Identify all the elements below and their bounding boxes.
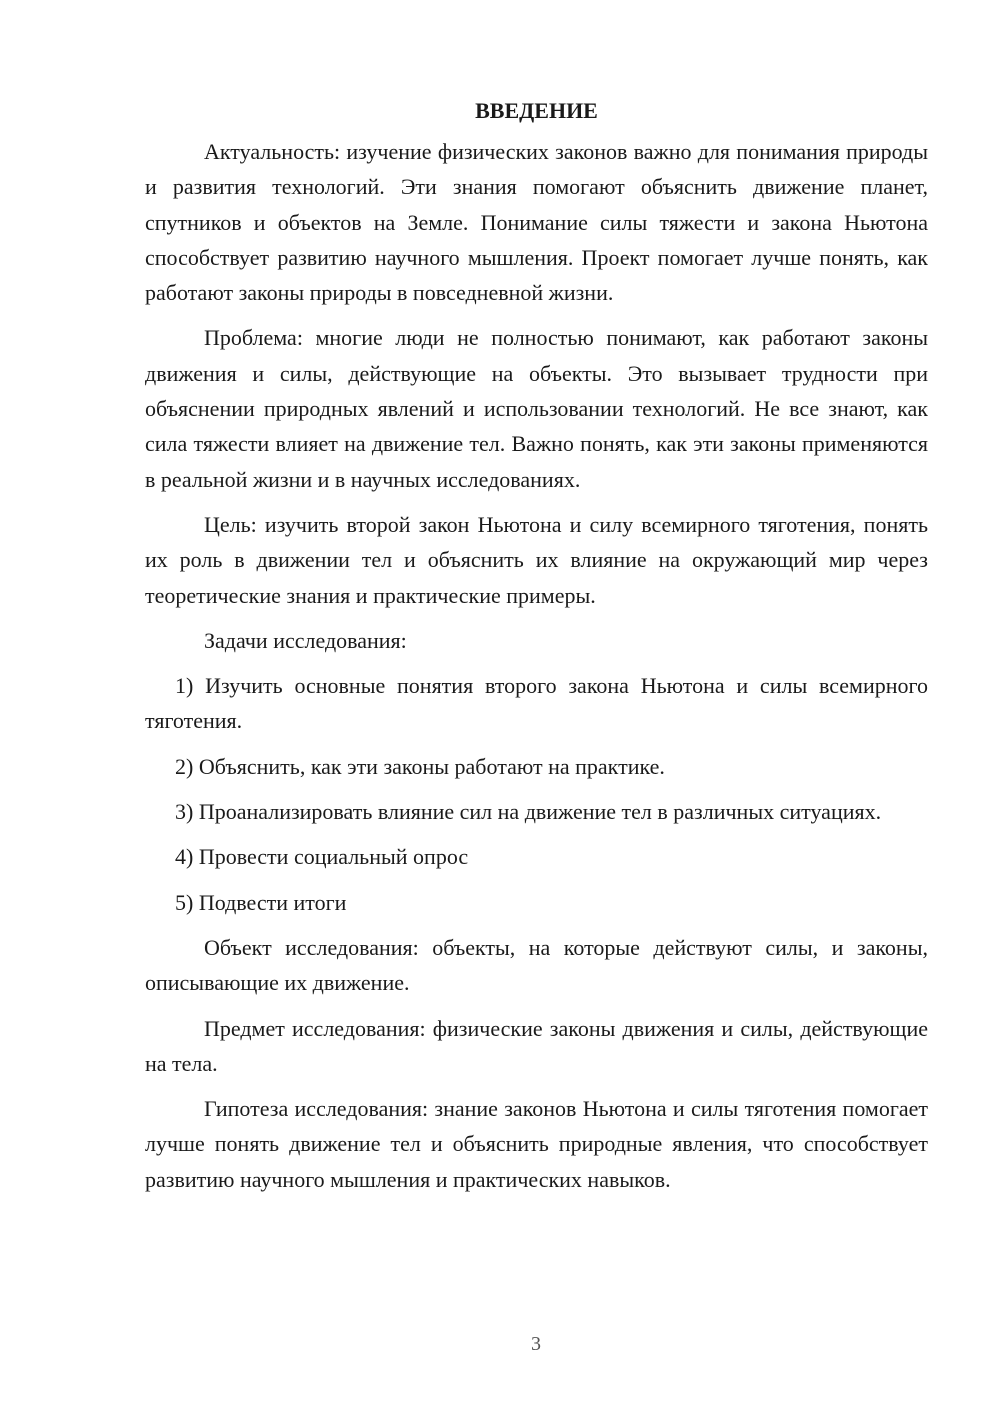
task-item-2: 2) Объяснить, как эти законы работают на практике.	[175, 753, 665, 779]
document-page	[145, 96, 928, 1197]
task-item-5: 5) Подвести итоги	[175, 889, 347, 915]
page-number: 3	[531, 1333, 541, 1355]
paragraph-hypothesis: Гипотеза исследования: знание законов Ньютона и силы тяготения помогает лучше понять движение тел и объяснить природные явления, что способствует развитию научного мышления и практических навыков.	[145, 1096, 928, 1192]
task-item-3: 3) Проанализировать влияние сил на движение тел в различных ситуациях.	[175, 799, 882, 825]
task-item-1: 1) Изучить основные понятия второго закона Ньютона и силы всемирного тяготения.	[145, 673, 928, 734]
task-item-4: 4) Провести социальный опрос	[175, 844, 469, 870]
paragraph-goal: Цель: изучить второй закон Ньютона и силу всемирного тяготения, понять их роль в движении тел и объяснить их влияние на окружающий мир через теоретические знания и практические примеры.	[145, 511, 928, 608]
paragraph-subject: Предмет исследования: физические законы движения и силы, действующие на тела.	[145, 1015, 928, 1076]
paragraph-problem: Проблема: многие люди не полностью понимают, как работают законы движения и силы, действующие на объекты. Это вызывает трудности при объяснении природных явлений и использовании технологий. Не все знают, как сила тяжести влияет на движение тел. Важно понять, как эти законы применяются в реальной жизни и в научных исследованиях.	[145, 325, 928, 492]
paragraph-tasks-heading: Задачи исследования:	[204, 627, 407, 653]
paragraph-relevance: Актуальность: изучение физических законов важно для понимания природы и развития технологий. Эти знания помогают объяснить движение планет, спутников и объектов на Земле. Понимание силы тяжести и закона Ньютона способствует развитию научного мышления. Проект помогает лучше понять, как работают законы природы в повседневной жизни.	[145, 139, 928, 306]
page-title: ВВЕДЕНИЕ	[475, 98, 598, 123]
paragraph-object: Объект исследования: объекты, на которые действуют силы, и законы, описывающие их движение.	[145, 934, 928, 996]
